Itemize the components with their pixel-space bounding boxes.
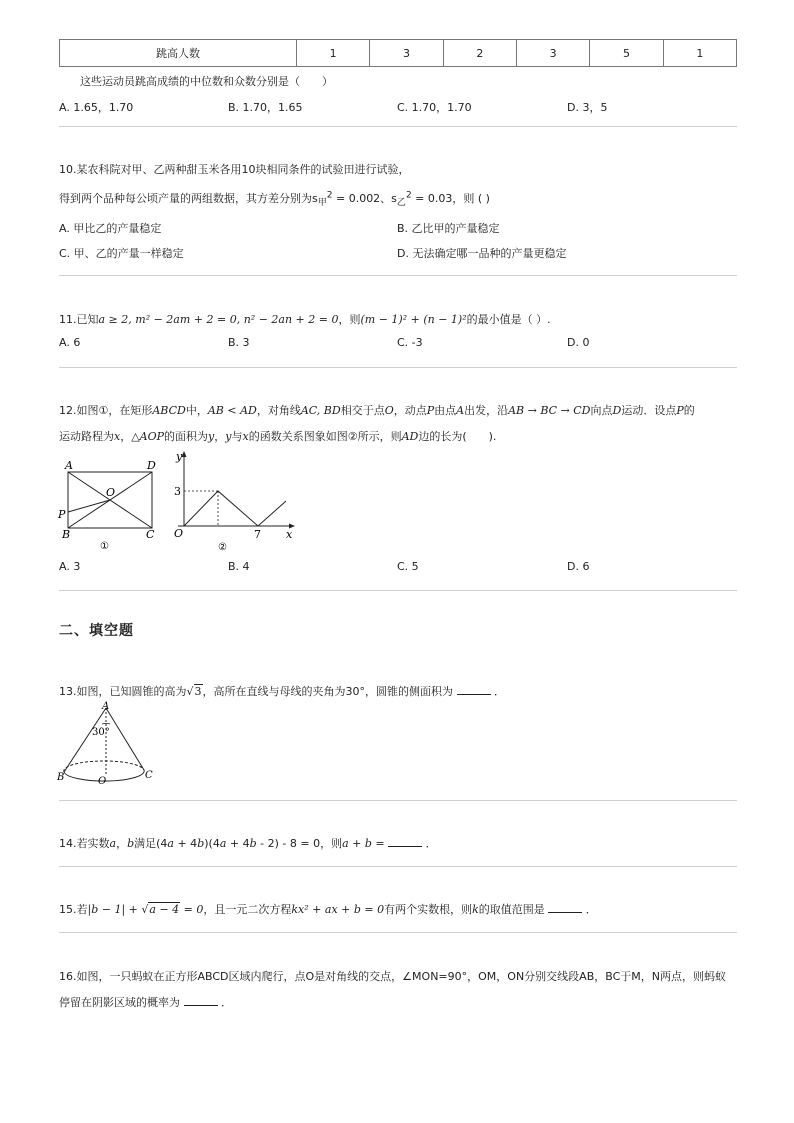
q10-text: = 0.03，则 ( ) xyxy=(411,192,490,205)
q11-math-condition: a ≥ 2, m² − 2am + 2 = 0, n² − 2an + 2 = 0 xyxy=(98,313,339,326)
math-term: b xyxy=(249,837,257,850)
divider xyxy=(59,932,737,933)
q11-option-b[interactable]: B. 3 xyxy=(228,336,250,349)
q15-text: 的取值范围是 xyxy=(478,903,545,916)
label-o: O xyxy=(98,776,107,787)
text-segment: 与 xyxy=(231,430,243,443)
math-term: O xyxy=(384,404,394,417)
q13-figure-cone xyxy=(54,698,158,790)
q14-stem xyxy=(59,835,437,851)
q16-line1: 16.如图，一只蚂蚁在正方形ABCD区域内爬行，点O是对角线的交点，∠MON=90°，OM，ON分别交线段AB，BC于M，N两点，则蚂蚁 xyxy=(59,970,726,983)
q10-sub-yi: 乙 xyxy=(396,198,406,209)
text-segment: 运动路程为 xyxy=(59,430,114,443)
divider xyxy=(59,367,737,368)
q15-text: 有两个实数根，则 xyxy=(384,903,473,916)
text-segment: 中， xyxy=(185,404,208,417)
q10-option-a[interactable]: A. 甲比乙的产量稳定 xyxy=(59,222,162,235)
caption-figure-2: ② xyxy=(218,542,227,553)
q10-text: = 0.002、s xyxy=(332,192,397,205)
text-segment: ， xyxy=(214,430,226,443)
q13-sqrt: √3 xyxy=(186,685,202,698)
math-term: AD xyxy=(401,430,419,443)
label-p: P xyxy=(58,508,66,521)
q10-option-c[interactable]: C. 甲、乙的产量一样稳定 xyxy=(59,247,184,260)
q15-math: |b − 1| + xyxy=(87,903,142,916)
label-b: B xyxy=(62,528,71,541)
q13-text: ． xyxy=(494,685,506,698)
math-term: a xyxy=(342,837,349,850)
math-term: b xyxy=(364,837,372,850)
q14-answer-blank[interactable] xyxy=(388,836,422,847)
q9-stem: 这些运动员跳高成绩的中位数和众数分别是（ ） xyxy=(80,75,333,88)
q13-answer-blank[interactable] xyxy=(457,684,491,695)
table-cell: 1 xyxy=(297,40,370,67)
label-a: A xyxy=(102,701,110,712)
q10-sup: 2 xyxy=(326,190,333,201)
divider xyxy=(59,590,737,591)
label-origin: O xyxy=(174,527,184,540)
q12-option-a[interactable]: A. 3 xyxy=(59,560,81,573)
text-segment: + 4 xyxy=(226,837,250,850)
text-segment: 由点 xyxy=(434,404,457,417)
math-term: y xyxy=(225,430,232,443)
q12-option-b[interactable]: B. 4 xyxy=(228,560,250,573)
math-term: P xyxy=(426,404,435,417)
q10-text: 得到两个品种每公顷产量的两组数据，其方差分别为s xyxy=(59,192,318,205)
math-term: AB < AD xyxy=(207,404,257,417)
table-cell: 1 xyxy=(663,40,736,67)
math-term: b xyxy=(197,837,205,850)
q15-math: = 0 xyxy=(180,903,204,916)
text-segment: 满足(4 xyxy=(134,837,168,850)
q12-line2 xyxy=(59,428,496,444)
math-term: ABCD xyxy=(152,404,186,417)
text-segment: 12.如图①，在矩形 xyxy=(59,404,153,417)
q9-option-c[interactable]: C. 1.70，1.70 xyxy=(397,101,472,114)
y-axis-arrow xyxy=(182,451,187,457)
q15-sqrt-radicand: a − 4 xyxy=(149,903,180,916)
q11-stem xyxy=(59,311,551,327)
math-term: y xyxy=(208,430,215,443)
label-x-tick: 7 xyxy=(254,528,261,541)
label-angle: 30° xyxy=(92,727,110,738)
q13-sqrt-radicand: 3 xyxy=(194,685,202,698)
q12-figure-rectangle xyxy=(54,456,164,550)
q12-option-d[interactable]: D. 6 xyxy=(567,560,590,573)
text-segment: 的面积为 xyxy=(164,430,209,443)
text-segment: 边的长为( ). xyxy=(418,430,497,443)
angle-mark xyxy=(102,723,110,724)
q11-option-c[interactable]: C. -3 xyxy=(397,336,423,349)
math-term: x xyxy=(242,430,249,443)
text-segment: )(4 xyxy=(204,837,220,850)
q16-text: 停留在阴影区域的概率为 xyxy=(59,996,180,1009)
q9-option-a[interactable]: A. 1.65，1.70 xyxy=(59,101,134,114)
math-term: a xyxy=(167,837,174,850)
q10-line1: 10.某农科院对甲、乙两种甜玉米各用10块相同条件的试验田进行试验， xyxy=(59,163,410,176)
text-segment: + 4 xyxy=(173,837,198,850)
text-segment: ，对角线 xyxy=(256,404,301,417)
math-term: a xyxy=(109,837,117,850)
jump-count-table xyxy=(59,39,737,67)
text-segment: 运动．设点 xyxy=(621,404,677,417)
label-y: y xyxy=(176,450,183,463)
q11-option-a[interactable]: A. 6 xyxy=(59,336,81,349)
q10-line2 xyxy=(59,190,490,208)
q16-text: ． xyxy=(221,996,232,1009)
q13-text: ，高所在直线与母线的夹角为30°，圆锥的侧面积为 xyxy=(202,685,454,698)
label-b: B xyxy=(57,772,65,783)
q15-stem xyxy=(59,901,597,917)
q12-line1 xyxy=(59,402,695,418)
generatrix-ab xyxy=(64,708,106,772)
table-row-label: 跳高人数 xyxy=(60,40,297,67)
table-cell: 3 xyxy=(370,40,443,67)
math-term: △AOP xyxy=(131,430,165,443)
math-term: A xyxy=(456,404,465,417)
section-title: 二、填空题 xyxy=(59,623,134,639)
divider xyxy=(59,275,737,276)
text-segment: ，动点 xyxy=(393,404,427,417)
divider xyxy=(59,126,737,127)
math-term: AB → BC → CD xyxy=(508,404,591,417)
q11-option-d[interactable]: D. 0 xyxy=(567,336,590,349)
q14-text: ． xyxy=(425,837,437,850)
text-segment: 相交于点 xyxy=(340,404,385,417)
math-term: a xyxy=(219,837,227,850)
math-term: x xyxy=(114,430,121,443)
q12-option-c[interactable]: C. 5 xyxy=(397,560,419,573)
text-segment: = xyxy=(371,837,389,850)
label-c: C xyxy=(146,528,155,541)
label-o: O xyxy=(106,486,116,499)
table-cell: 3 xyxy=(516,40,589,67)
q15-text: 15.若 xyxy=(59,903,88,916)
label-c: C xyxy=(145,770,153,781)
text-segment: 14.若实数 xyxy=(59,837,110,850)
math-term: P xyxy=(676,404,684,417)
text-segment: + xyxy=(348,837,365,850)
q15-math-equation: kx² + ax + b = 0 xyxy=(291,903,385,916)
q13-stem xyxy=(59,683,505,699)
text-segment: 向点 xyxy=(590,404,613,417)
function-graph xyxy=(184,491,286,526)
q9-option-d[interactable]: D. 3，5 xyxy=(567,101,608,114)
table-cell: 5 xyxy=(590,40,663,67)
q11-text: 的最小值是（ ）. xyxy=(466,313,551,326)
text-segment: 出发，沿 xyxy=(464,404,509,417)
q11-text: 11.已知 xyxy=(59,313,99,326)
label-x: x xyxy=(286,528,293,541)
segment-po xyxy=(68,500,110,512)
q15-text: ． xyxy=(585,903,597,916)
q16-line2 xyxy=(59,994,232,1010)
q10-sup: 2 xyxy=(405,190,412,201)
text-segment: - 2) - 8 = 0，则 xyxy=(256,837,343,850)
label-a: A xyxy=(65,459,73,472)
q16-answer-blank[interactable] xyxy=(184,995,218,1006)
q15-sqrt: √a − 4 xyxy=(141,903,180,916)
text-segment: 的 xyxy=(683,404,695,417)
q10-option-d[interactable]: D. 无法确定哪一品种的产量更稳定 xyxy=(397,247,567,260)
divider xyxy=(59,866,737,867)
q15-math-k: k xyxy=(472,903,479,916)
math-term: b xyxy=(127,837,135,850)
q11-text: ，则 xyxy=(338,313,361,326)
text-segment: ， xyxy=(120,430,132,443)
q10-option-b[interactable]: B. 乙比甲的产量稳定 xyxy=(397,222,500,235)
q9-option-b[interactable]: B. 1.70，1.65 xyxy=(228,101,303,114)
q11-math-expression: (m − 1)² + (n − 1)² xyxy=(360,313,467,326)
text-segment: 的函数关系图象如图②所示，则 xyxy=(248,430,402,443)
q13-text: 13.如图，已知圆锥的高为 xyxy=(59,685,187,698)
q15-text: ，且一元二次方程 xyxy=(203,903,292,916)
caption-figure-1: ① xyxy=(100,541,109,550)
q12-figure-graph xyxy=(166,448,300,554)
table-row xyxy=(60,40,737,67)
base-back-arc xyxy=(64,761,144,772)
label-y-tick: 3 xyxy=(174,485,181,498)
math-term: AC, BD xyxy=(300,404,341,417)
label-d: D xyxy=(147,459,156,472)
divider xyxy=(59,800,737,801)
q15-answer-blank[interactable] xyxy=(548,902,582,913)
table-cell: 2 xyxy=(443,40,516,67)
q10-sub-jia: 甲 xyxy=(317,198,327,209)
text-segment: ， xyxy=(116,837,128,850)
math-term: D xyxy=(612,404,622,417)
